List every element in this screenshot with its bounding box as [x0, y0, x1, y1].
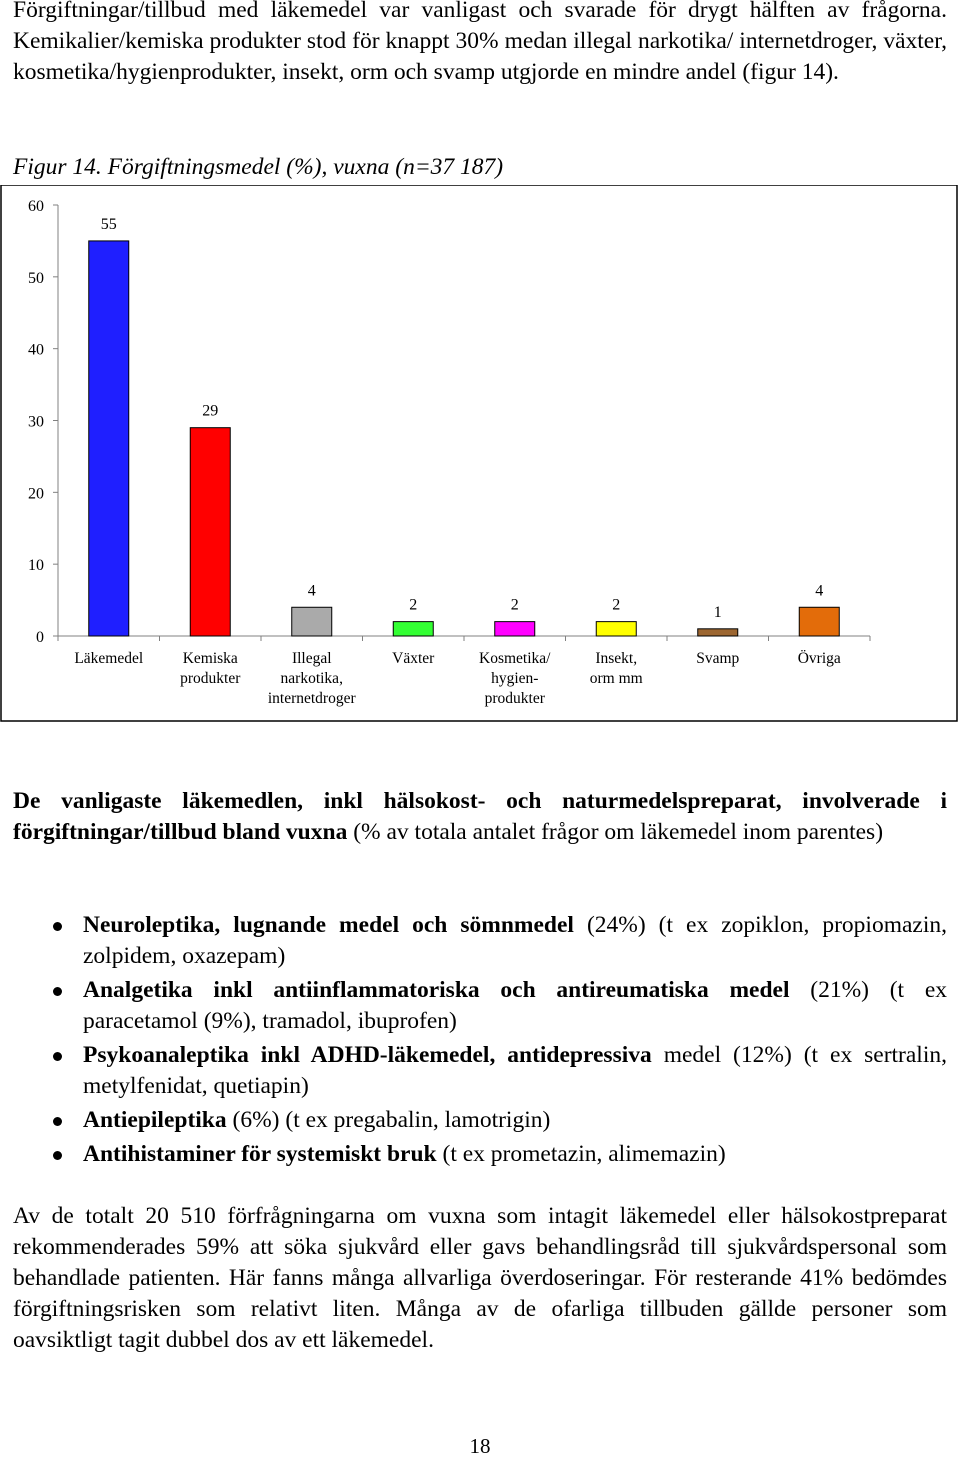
section-note: (% av totala antalet frågor om läkemedel inom parentes) — [347, 819, 884, 845]
bar — [292, 607, 332, 636]
x-category-label: Kemiska — [182, 650, 238, 667]
x-category-label: Läkemedel — [74, 650, 144, 667]
x-category-label: Insekt, — [595, 650, 638, 667]
chart-frame — [1, 185, 957, 721]
bar — [799, 607, 839, 636]
x-category-label: hygien- — [491, 670, 539, 687]
bar — [495, 622, 535, 636]
bullet-icon — [53, 1052, 62, 1061]
x-category-label: orm mm — [589, 670, 643, 687]
x-category-label: internetdroger — [267, 690, 356, 707]
figure-title: Figur 14. Förgiftningsmedel (%), vuxna (n=37 187) — [13, 154, 504, 180]
y-tick-label: 0 — [36, 629, 44, 646]
list-item-bold: Antiepileptika — [83, 1107, 227, 1133]
list-item — [83, 1139, 947, 1170]
list-item-bold: Analgetika inkl antiinflammatoriska och antireumatiska medel — [83, 977, 790, 1003]
bar-value-label: 29 — [202, 402, 219, 420]
list-item-text: (24%) (t ex zopiklon, propiomazin, zolpidem, oxazepam) — [83, 912, 947, 969]
bars — [89, 216, 840, 636]
bar-chart — [0, 185, 960, 725]
y-axis — [28, 198, 58, 646]
bar — [393, 622, 433, 636]
x-category-label: produkter — [180, 670, 241, 687]
list-item-bold: Psykoanaleptika inkl ADHD-läkemedel, antidepressiva — [83, 1042, 652, 1068]
y-tick-label: 50 — [28, 269, 44, 287]
list-item-text: medel (12%) (t ex sertralin, metylfenidat, quetiapin) — [83, 1042, 947, 1099]
page-number: 18 — [469, 1434, 491, 1458]
intro-paragraph: Förgiftningar/tillbud med läkemedel var vanligast och svarade för drygt hälften av frågorna. Kemikalier/kemiska produkter stod för knappt 30% medan illegal narkotika/ internetdroger, växter, kosmetika/hygienprodukter, insekt, orm och svamp utgjorde en mindre andel (figur 14). — [13, 0, 947, 85]
list-item — [83, 910, 947, 972]
bar-value-label: 1 — [713, 603, 722, 621]
y-tick-label: 20 — [28, 485, 44, 503]
x-axis — [58, 636, 870, 707]
bar — [89, 241, 129, 636]
y-tick-label: 30 — [28, 413, 44, 431]
list-item — [83, 975, 947, 1037]
section-paragraph — [13, 786, 947, 848]
bullet-icon — [53, 1151, 62, 1160]
x-category-label: Kosmetika/ — [479, 650, 551, 667]
x-category-label: narkotika, — [280, 670, 343, 687]
bar — [698, 629, 738, 636]
bar — [596, 622, 636, 636]
drug-list — [0, 910, 960, 1173]
list-item-text: (21%) (t ex paracetamol (9%), tramadol, ibuprofen) — [83, 977, 948, 1034]
section-heading: De vanligaste läkemedlen, inkl hälsokost- och naturmedelspreparat, involverade i förgiftningar/tillbud bland vuxna — [13, 788, 947, 845]
x-category-label: Växter — [392, 650, 435, 667]
list-item-bold: Antihistaminer för systemiskt bruk — [83, 1141, 437, 1167]
bullet-icon — [53, 1117, 62, 1126]
bar-value-label: 55 — [100, 215, 117, 233]
bar-value-label: 2 — [409, 596, 418, 614]
bar-value-label: 2 — [510, 596, 519, 614]
list-item — [83, 1040, 947, 1102]
x-category-label: produkter — [484, 690, 545, 707]
x-category-label: Övriga — [797, 650, 841, 667]
bar-value-label: 2 — [612, 596, 621, 614]
x-category-label: Illegal — [291, 650, 332, 667]
x-category-label: Svamp — [696, 650, 740, 667]
list-item-text: (6%) (t ex pregabalin, lamotrigin) — [226, 1107, 551, 1133]
bullet-icon — [53, 987, 62, 996]
closing-paragraph: Av de totalt 20 510 förfrågningarna om vuxna som intagit läkemedel eller hälsokostpreparat rekommenderades 59% att söka sjukvård eller gavs behandlingsråd till sjukvårdspersonal som behandlade patienten. Här fanns många allvarliga överdoseringar. För resterande 41% bedömdes förgiftningsrisken som relativt liten. Många av de ofarliga tillbuden gällde personer som oavsiktligt tagit dubbel dos av ett läkemedel. — [13, 1203, 947, 1353]
bar — [190, 428, 230, 636]
y-tick-label: 40 — [28, 341, 44, 359]
list-item — [83, 1105, 947, 1136]
bar-value-label: 4 — [815, 582, 824, 600]
list-item-text: (t ex prometazin, alimemazin) — [436, 1141, 726, 1167]
y-tick-label: 60 — [28, 198, 44, 215]
y-tick-label: 10 — [28, 557, 44, 575]
list-item-bold: Neuroleptika, lugnande medel och sömnmedel — [83, 912, 574, 938]
bar-value-label: 4 — [307, 582, 316, 600]
bullet-icon — [53, 922, 62, 931]
